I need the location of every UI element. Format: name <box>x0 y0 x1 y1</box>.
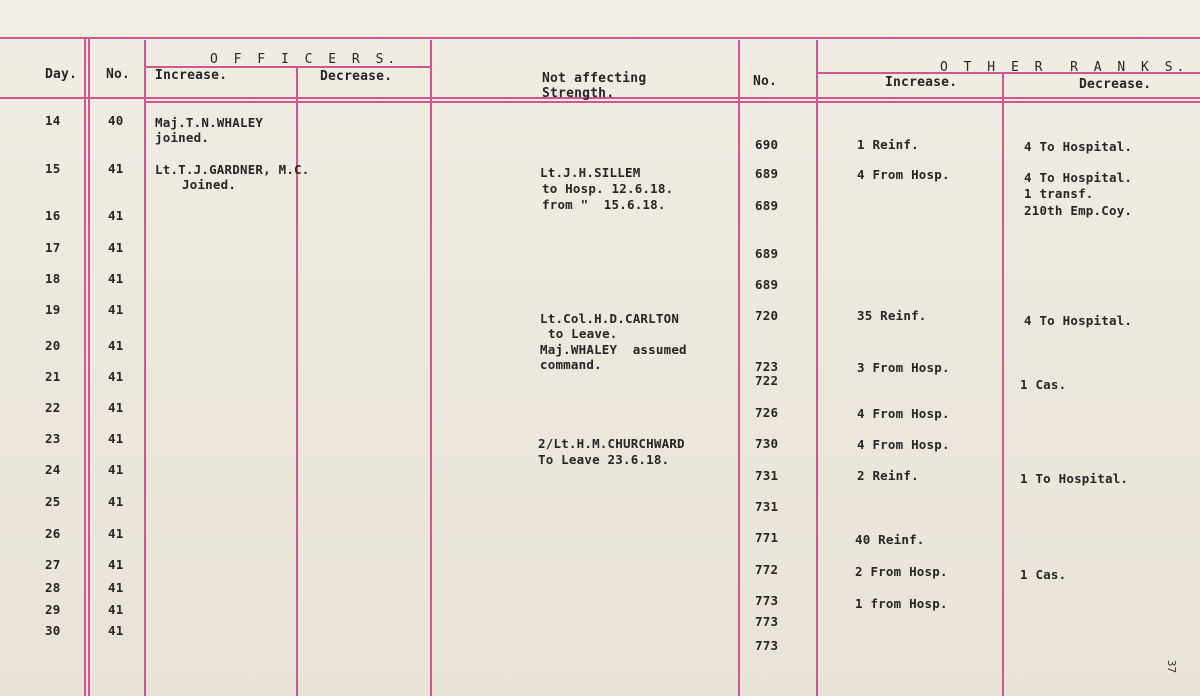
other-ranks-count-cell: 723 <box>755 359 779 374</box>
officer-count-cell: 41 <box>108 208 124 223</box>
day-cell: 18 <box>45 271 61 286</box>
other-ranks-count-cell: 690 <box>755 137 779 152</box>
header-officers-increase: Increase. <box>155 68 228 83</box>
not-affecting-entry: to Hosp. 12.6.18. <box>542 181 674 196</box>
day-cell: 26 <box>45 526 61 541</box>
day-cell: 20 <box>45 338 61 353</box>
day-cell: 25 <box>45 494 61 509</box>
or-increase-entry: 2 From Hosp. <box>855 564 948 579</box>
or-increase-entry: 2 Reinf. <box>857 468 919 483</box>
header-or-decrease: Decrease. <box>1079 77 1152 92</box>
header-other-ranks: O T H E R R A N K S. <box>940 60 1189 75</box>
or-increase-entry: 40 Reinf. <box>855 532 925 547</box>
header-no: No. <box>106 67 131 82</box>
header-or-increase: Increase. <box>885 75 958 90</box>
header-day: Day. <box>45 67 78 82</box>
officer-count-cell: 41 <box>108 602 124 617</box>
or-decrease-entry: 1 transf. <box>1024 186 1094 201</box>
other-ranks-count-cell: 772 <box>755 562 779 577</box>
or-decrease-entry: 1 Cas. <box>1020 567 1067 582</box>
not-affecting-entry: 2/Lt.H.M.CHURCHWARD <box>538 436 685 451</box>
page-number: 37 <box>1165 659 1179 674</box>
other-ranks-count-cell: 689 <box>755 166 779 181</box>
other-ranks-count-cell: 773 <box>755 638 779 653</box>
other-ranks-count-cell: 689 <box>755 246 779 261</box>
or-decrease-entry: 210th Emp.Coy. <box>1024 203 1133 218</box>
day-cell: 24 <box>45 462 61 477</box>
not-affecting-entry: To Leave 23.6.18. <box>538 452 670 467</box>
or-decrease-entry: 1 To Hospital. <box>1020 471 1129 486</box>
officers-increase-entry: Lt.T.J.GARDNER, M.C. <box>155 162 310 177</box>
header-officers-decrease: Decrease. <box>320 69 393 84</box>
officers-increase-entry: Joined. <box>182 177 237 192</box>
officer-count-cell: 41 <box>108 557 124 572</box>
top-rule <box>0 37 1200 39</box>
day-cell: 28 <box>45 580 61 595</box>
officer-count-cell: 41 <box>108 580 124 595</box>
officer-count-cell: 41 <box>108 271 124 286</box>
officer-count-cell: 41 <box>108 400 124 415</box>
header-not-affecting: Not affecting <box>542 71 647 86</box>
officers-increase-entry: Maj.T.N.WHALEY <box>155 115 264 130</box>
or-decrease-entry: 4 To Hospital. <box>1024 139 1133 154</box>
col-rule-no <box>88 37 90 696</box>
officer-count-cell: 41 <box>108 240 124 255</box>
or-increase-entry: 4 From Hosp. <box>857 437 950 452</box>
officer-count-cell: 41 <box>108 462 124 477</box>
header-no2: No. <box>753 74 778 89</box>
col-rule-day <box>84 37 86 696</box>
col-rule-no2 <box>738 40 740 696</box>
header-strength: Strength. <box>542 86 615 101</box>
col-rule-officers-inc <box>144 40 146 696</box>
officer-count-cell: 41 <box>108 369 124 384</box>
officer-count-cell: 40 <box>108 113 124 128</box>
or-decrease-entry: 4 To Hospital. <box>1024 313 1133 328</box>
col-rule-or-dec <box>1002 72 1004 696</box>
not-affecting-entry: Maj.WHALEY assumed <box>540 342 687 357</box>
other-ranks-count-cell: 731 <box>755 468 779 483</box>
day-cell: 23 <box>45 431 61 446</box>
officer-count-cell: 41 <box>108 302 124 317</box>
not-affecting-entry: Lt.J.H.SILLEM <box>540 165 641 180</box>
not-affecting-entry: command. <box>540 357 602 372</box>
other-ranks-count-cell: 689 <box>755 198 779 213</box>
day-cell: 17 <box>45 240 61 255</box>
day-cell: 27 <box>45 557 61 572</box>
or-increase-entry: 35 Reinf. <box>857 308 927 323</box>
or-increase-entry: 4 From Hosp. <box>857 167 950 182</box>
header-officers: O F F I C E R S. <box>210 52 400 67</box>
header-rule-secondary <box>145 101 1200 103</box>
other-ranks-count-cell: 730 <box>755 436 779 451</box>
officer-count-cell: 41 <box>108 161 124 176</box>
day-cell: 29 <box>45 602 61 617</box>
day-cell: 22 <box>45 400 61 415</box>
other-ranks-count-cell: 726 <box>755 405 779 420</box>
other-ranks-count-cell: 773 <box>755 614 779 629</box>
other-ranks-count-cell: 771 <box>755 530 779 545</box>
officer-count-cell: 41 <box>108 338 124 353</box>
officers-increase-entry: joined. <box>155 130 210 145</box>
officer-count-cell: 41 <box>108 494 124 509</box>
officer-count-cell: 41 <box>108 526 124 541</box>
officer-count-cell: 41 <box>108 431 124 446</box>
col-rule-or-inc <box>816 40 818 696</box>
or-increase-entry: 1 Reinf. <box>857 137 919 152</box>
day-cell: 19 <box>45 302 61 317</box>
not-affecting-entry: Lt.Col.H.D.CARLTON <box>540 311 680 326</box>
col-rule-not-affecting <box>430 40 432 696</box>
day-cell: 16 <box>45 208 61 223</box>
other-ranks-count-cell: 689 <box>755 277 779 292</box>
other-ranks-count-cell: 731 <box>755 499 779 514</box>
day-cell: 14 <box>45 113 61 128</box>
day-cell: 21 <box>45 369 61 384</box>
or-decrease-entry: 4 To Hospital. <box>1024 170 1133 185</box>
other-ranks-count-cell: 722 <box>755 373 779 388</box>
or-increase-entry: 4 From Hosp. <box>857 406 950 421</box>
officer-count-cell: 41 <box>108 623 124 638</box>
or-decrease-entry: 1 Cas. <box>1020 377 1067 392</box>
not-affecting-entry: from " 15.6.18. <box>542 197 666 212</box>
or-increase-entry: 1 from Hosp. <box>855 596 948 611</box>
col-rule-officers-dec <box>296 66 298 696</box>
day-cell: 30 <box>45 623 61 638</box>
other-ranks-count-cell: 773 <box>755 593 779 608</box>
day-cell: 15 <box>45 161 61 176</box>
or-increase-entry: 3 From Hosp. <box>857 360 950 375</box>
not-affecting-entry: to Leave. <box>548 326 618 341</box>
other-ranks-count-cell: 720 <box>755 308 779 323</box>
